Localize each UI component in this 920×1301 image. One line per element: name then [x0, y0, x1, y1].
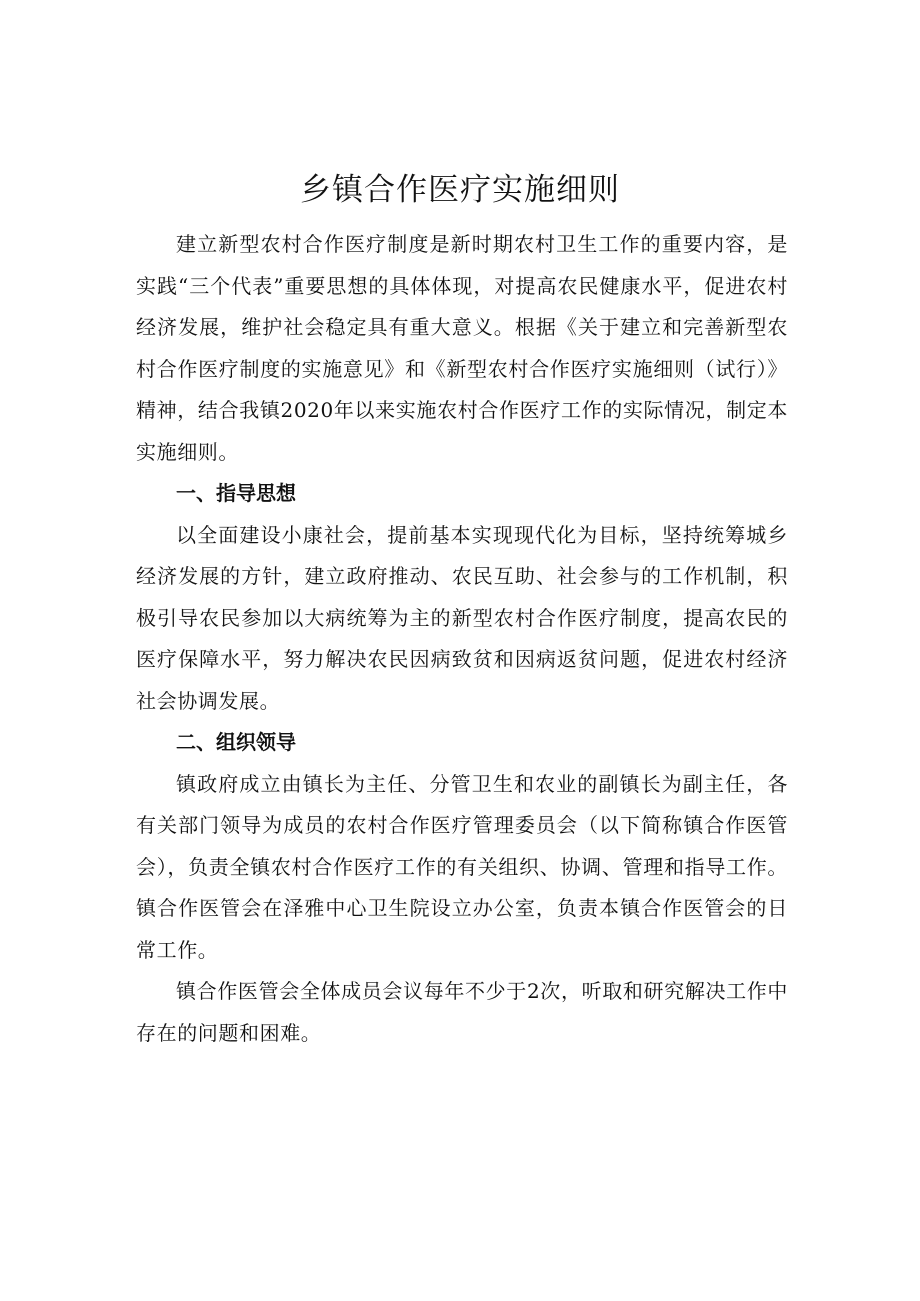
document-body — [136, 224, 788, 1054]
section-paragraph: 镇政府成立由镇长为主任、分管卫生和农业的副镇长为副主任，各有关部门领导为成员的农村合作医疗管理委员会（以下简称镇合作医管会），负责全镇农村合作医疗工作的有关组织、协调、管理和指导工作。镇合作医管会在泽雅中心卫生院设立办公室，负责本镇合作医管会的日常工作。 — [136, 771, 788, 962]
section-organization-leadership — [136, 722, 788, 1054]
section-paragraph: 以全面建设小康社会，提前基本实现现代化为目标，坚持统筹城乡经济发展的方针，建立政府推动、农民互助、社会参与的工作机制，积极引导农民参加以大病统筹为主的新型农村合作医疗制度，提高农民的医疗保障水平，努力解决农民因病致贫和因病返贫问题，促进农村经济社会协调发展。 — [136, 522, 788, 713]
section-heading: 二、组织领导 — [176, 730, 296, 754]
section-guiding-ideology — [136, 473, 788, 722]
section-paragraph: 镇合作医管会全体成员会议每年不少于2次，听取和研究解决工作中存在的问题和困难。 — [136, 979, 788, 1045]
section-heading: 一、指导思想 — [176, 481, 296, 505]
page-title: 乡镇合作医疗实施细则 — [300, 171, 620, 208]
intro-paragraph: 建立新型农村合作医疗制度是新时期农村卫生工作的重要内容，是实践“三个代表”重要思想的具体体现，对提高农民健康水平，促进农村经济发展，维护社会稳定具有重大意义。根据《关于建立和完善新型农村合作医疗制度的实施意见》和《新型农村合作医疗实施细则（试行）》精神，结合我镇2020年以来实施农村合作医疗工作的实际情况，制定本实施细则。 — [136, 232, 788, 464]
